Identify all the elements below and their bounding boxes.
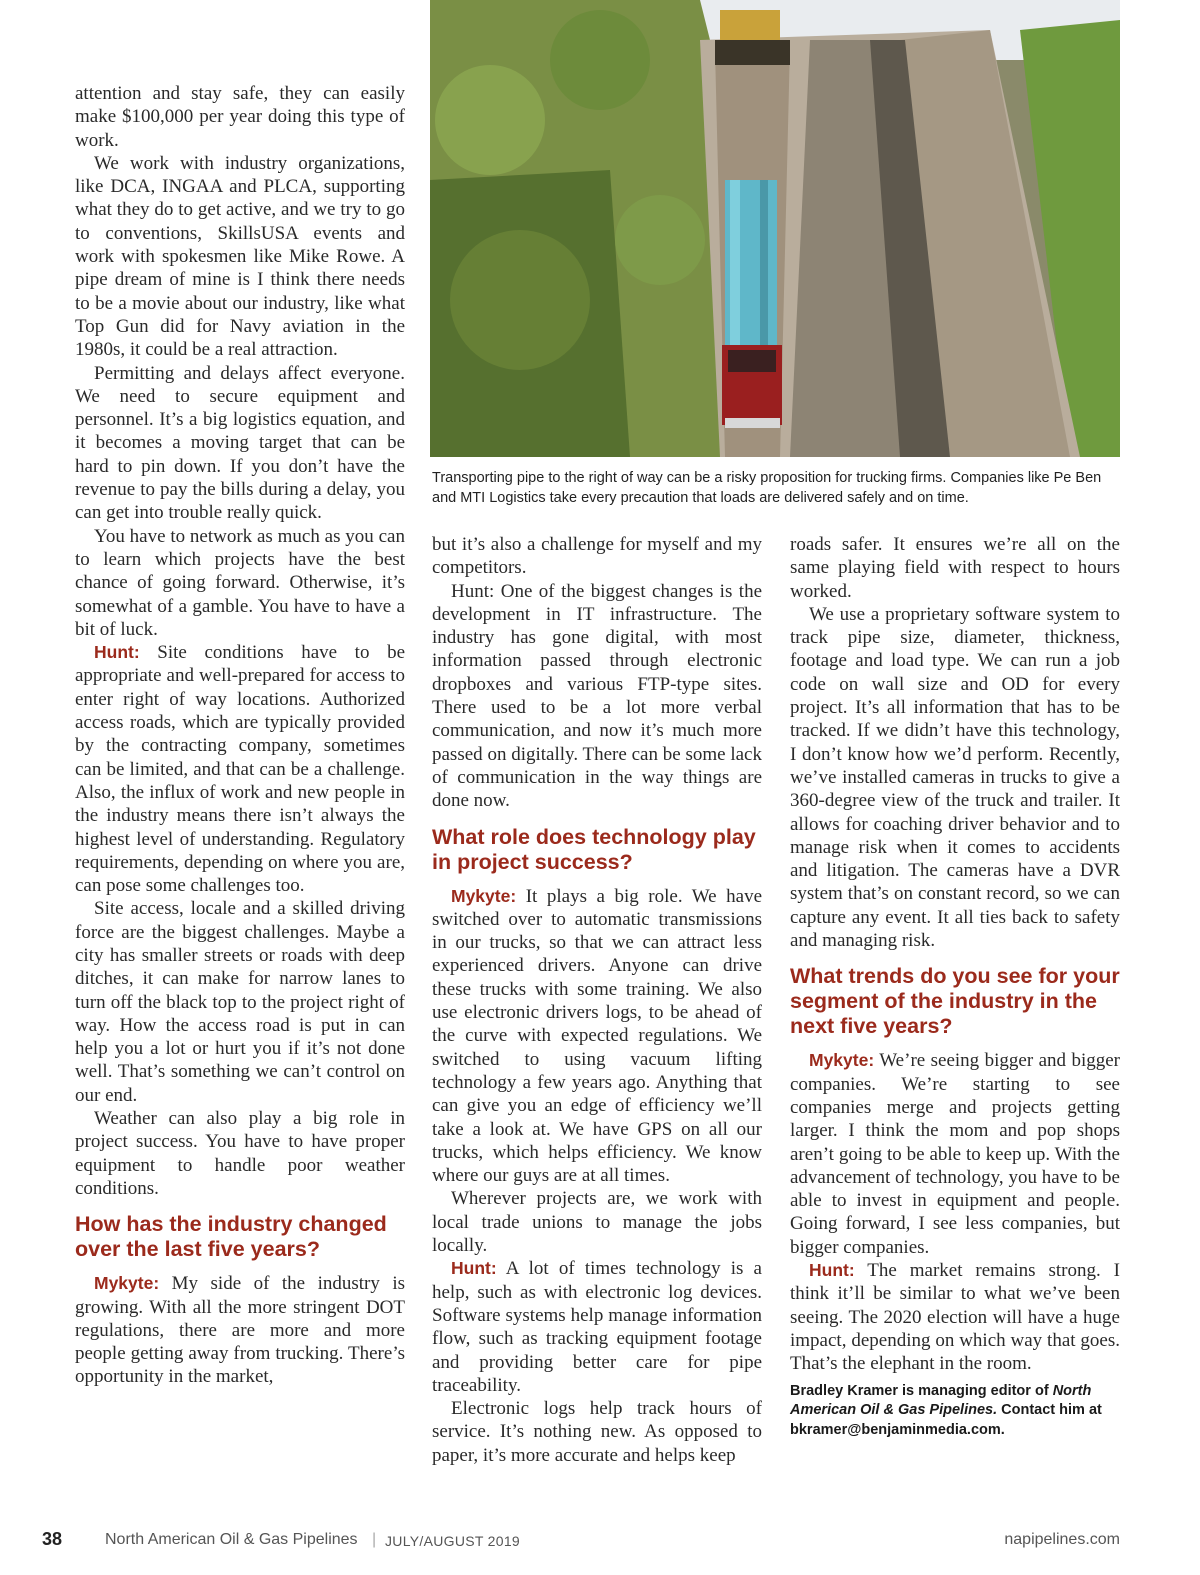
paragraph-text: The market remains strong. I think it’ll be similar to what we’ve been seeing. The 2020 election will have a huge impact, depending on which way that goes. That’s the elephant in the room. [790,1260,1120,1375]
paragraph: You have to network as much as you can to learn which projects have the best chance of going forward. Otherwise, it’s somewhat of a gamble. You have to have a bit of luck. [75,525,405,640]
paragraph-text: My side of the industry is growing. With all the more stringent DOT regulations, there are more and more people getting away from trucking. There’s opportunity in the market, [75,1273,406,1388]
paragraph [75,641,405,897]
paragraph-text: It plays a big role. We have switched over to automatic transmissions in our trucks, so that we can attract less experienced drivers. Anyone can drive these trucks with some training. We also use electronic drivers logs, to be ahead of the curve with expected regulations. We switched to using vacuum lifting technology a few years ago. Anything that can give you an edge of efficiency we’ll take a look at. We have GPS on all our trucks, which helps efficiency. We know where our guys are at all times. [432,885,763,1187]
paragraph: attention and stay safe, they can easily make $100,000 per year doing this type of work. [75,83,405,151]
paragraph: Site access, locale and a skilled driving force are the biggest challenges. Maybe a city has smaller streets or roads with deep ditches, it can make for narrow lanes to turn off the black top to the project right of way. How the access road is put in can help you a lot or hurt you if it’s not done well. That’s something we can’t control on our end. [75,898,405,1106]
page-number: 38 [42,1529,63,1549]
section-heading: What trends do you see for your segment of the industry in the next five years? [790,964,1120,1039]
speaker-label: Hunt: [451,1258,497,1279]
paragraph-text: Site conditions have to be appropriate and well-prepared for access to enter right of way locations. Authorized access roads, which are typically provided by the contracting company, sometimes can be limited, and that can be a challenge. Also, the influx of work and new people in the industry means there isn’t always the highest level of understanding. Regulatory requirements, depending on where you are, can pose some challenges too. [75,642,405,897]
speaker-label: Hunt: [809,1260,855,1281]
paragraph [790,1259,1120,1375]
section-heading: How has the industry changed over the last five years? [75,1212,387,1262]
paragraph: roads safer. It ensures we’re all on the same playing field with respect to hours worked. [790,534,1120,602]
paragraph-text: We’re seeing bigger and bigger companies. We’re starting to see companies merge and projects getting larger. I think the mom and pop shops aren’t going to be able to keep up. With the advancement of technology, you have to be able to invest in equipment and people. Going forward, I see less companies, but bigger companies. [790,1050,1120,1258]
footer-issue: JULY/AUGUST 2019 [385,1533,521,1549]
column-3 [790,533,1120,1440]
photo-caption: Transporting pipe to the right of way can be a risky proposition for trucking firms. Companies like Pe Ben and MTI Logistics take every precaution that loads are delivered safely and on time. [432,470,1102,506]
speaker-label: Mykyte: [809,1050,875,1071]
paragraph [432,1257,762,1397]
speaker-label: Mykyte: [94,1273,160,1294]
speaker-label: Mykyte: [451,885,517,906]
paragraph: Weather can also play a big role in project success. You have to have proper equipment to handle poor weather conditions. [75,1108,405,1199]
column-1 [75,82,405,1389]
paragraph: Permitting and delays affect everyone. We need to secure equipment and personnel. It’s a big logistics equation, and it becomes a moving target that can be hard to pin down. If you don’t have the revenue to pay the bills during a delay, you can get into trouble really quick. [75,362,405,524]
bio-text: Bradley Kramer is managing editor of [790,1382,1053,1399]
column-2 [432,533,762,1467]
paragraph: Hunt: One of the biggest changes is the development in IT infrastructure. The industry has gone digital, with most information passed through electronic dropboxes and various FTP-type sites. There used to be a lot more verbal communication, and now it’s much more passed on digitally. There can be some lack of communication in the way things are done now. [432,580,762,812]
author-bio [790,1382,1120,1441]
paragraph: We use a proprietary software system to track pipe size, diameter, thickness, footage and load type. We can run a job code on wall size and OD for every project. It’s all information that has to be tracked. If we didn’t have this technology, I don’t know how we’d perform. Recently, we’ve installed cameras in trucks to give a 360-degree view of the truck and trailer. It allows for coaching driver behavior and to manage risk when it comes to accidents and litigation. The cameras have a DVR system that’s on constant record, so we can capture any event. It all ties back to safety and managing risk. [790,603,1120,952]
footer-publication: North American Oil & Gas Pipelines [105,1531,358,1548]
speaker-label: Hunt: [94,642,140,663]
paragraph [75,1272,405,1388]
paragraph: Electronic logs help track hours of service. It’s nothing new. As opposed to paper, it’s more accurate and helps keep [432,1398,762,1466]
bio-contact: Contact him at bkramer@benjaminmedia.com. [790,1402,1102,1438]
publication-name: North American Oil & Gas Pipelines. [790,1382,1092,1418]
footer-separator: | [372,1531,377,1548]
paragraph: Wherever projects are, we work with local trade unions to manage the jobs locally. [432,1188,762,1257]
footer-website[interactable]: napipelines.com [1004,1531,1120,1548]
paragraph: but it’s also a challenge for myself and my competitors. [432,534,762,579]
paragraph-text: A lot of times technology is a help, such as with electronic log devices. Software systems help manage information flow, such as tracking equipment footage and providing better care for pipe traceability. [432,1258,762,1396]
photo-illustration [430,0,1120,457]
paragraph [790,1049,1120,1259]
section-heading: What role does technology play in project success? [432,824,756,874]
paragraph [432,885,762,1188]
paragraph: We work with industry organizations, like DCA, INGAA and PLCA, supporting what they do to get active, and we try to go to conventions, SkillsUSA events and work with spokesmen like Mike Rowe. A pipe dream of mine is I think there needs to be a movie about our industry, like what Top Gun did for Navy aviation in the 1980s, it could be a real attraction. [75,152,405,361]
pipeline-truck-photo [430,0,1120,457]
